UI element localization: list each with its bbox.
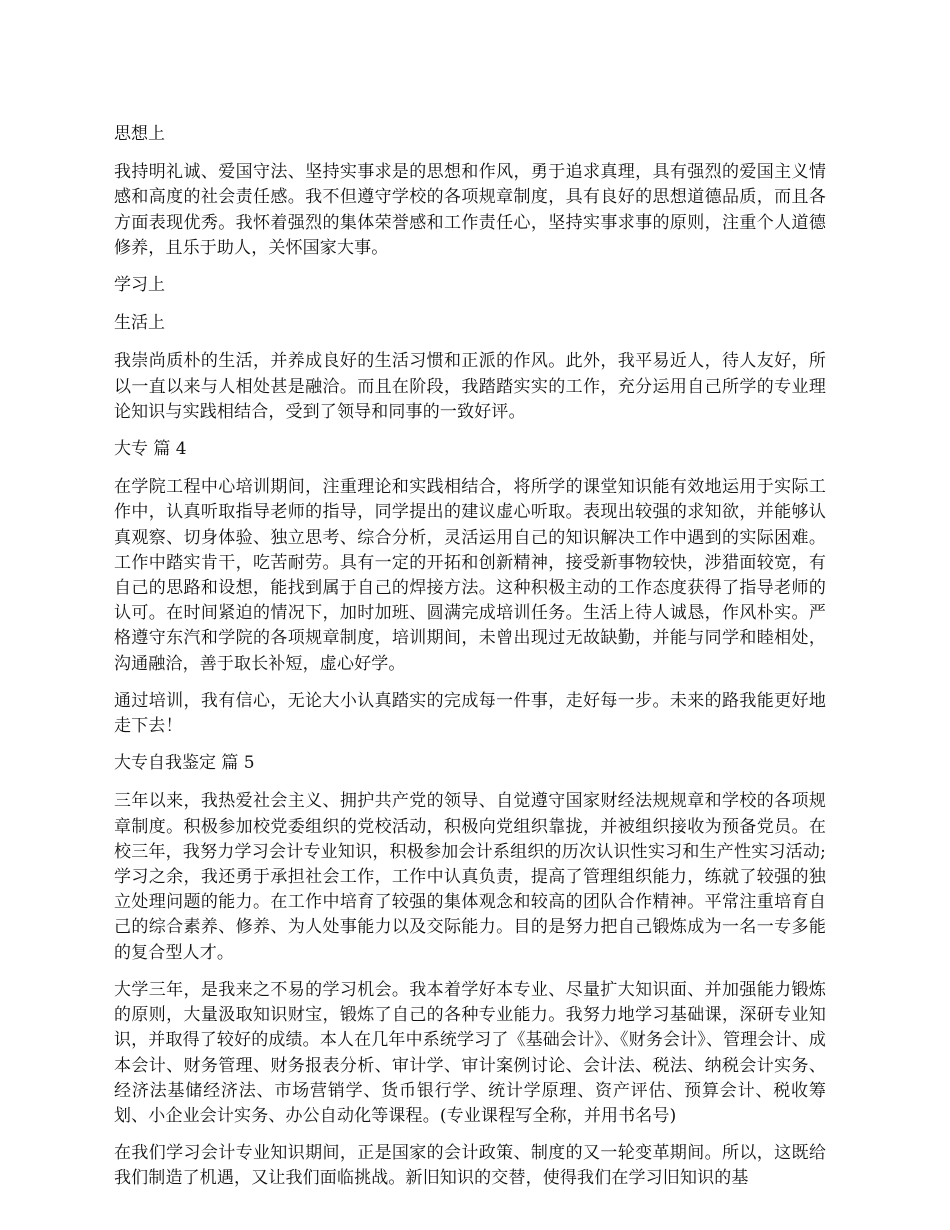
section-heading: 大专 篇 4 [114,439,187,460]
paragraph: 我持明礼诚、爱国守法、坚持实事求是的思想和作风，勇于追求真理，具有强烈的爱国主义情感和高度的社会责任感。我不但遵守学校的各项规章制度，具有良好的思想道德品质，而且各方面表现优秀。我怀着强烈的集体荣誉感和工作责任心，坚持实事求事的原则，注重个人道德修养，且乐于助人，关怀国家大事。 [114,162,826,258]
document-body [114,122,826,1204]
paragraph: 在学院工程中心培训期间，注重理论和实践相结合，将所学的课堂知识能有效地运用于实际工作中，认真听取指导老师的指导，同学提出的建议虚心听取。表现出较强的求知欲，并能够认真观察、切身体验、独立思考、综合分析，灵活运用自己的知识解决工作中遇到的实际困难。工作中踏实肯干，吃苦耐劳。具有一定的开拓和创新精神，接受新事物较快，涉猎面较宽，有自己的思路和设想，能找到属于自己的焊接方法。这种积极主动的工作态度获得了指导老师的认可。在时间紧迫的情况下，加时加班、圆满完成培训任务。生活上待人诚恳，作风朴实。严格遵守东汽和学院的各项规章制度，培训期间，未曾出现过无故缺勤，并能与同学和睦相处，沟通融洽，善于取长补短，虚心好学。 [114,477,826,674]
section-heading: 生活上 [114,313,165,334]
paragraph: 大学三年，是我来之不易的学习机会。我本着学好本专业、尽量扩大知识面、并加强能力锻炼的原则，大量汲取知识财宝，锻炼了自己的各种专业能力。我努力地学习基础课，深研专业知识，并取得了较好的成绩。本人在几年中系统学习了《基础会计》、《财务会计》、管理会计、成本会计、财务管理、财务报表分析、审计学、审计案例讨论、会计法、税法、纳税会计实务、经济法基储经济法、市场营销学、货币银行学、统计学原理、资产评估、预算会计、税收筹划、小企业会计实务、办公自动化等课程。(专业课程写全称，并用书名号) [114,979,826,1126]
section-heading: 大专自我鉴定 篇 5 [114,753,255,774]
paragraph: 我崇尚质朴的生活，并养成良好的生活习惯和正派的作风。此外，我平易近人，待人友好，所以一直以来与人相处甚是融洽。而且在阶段，我踏踏实实的工作，充分运用自己所学的专业理论知识与实践相结合，受到了领导和同事的一致好评。 [114,351,826,422]
paragraph: 在我们学习会计专业知识期间，正是国家的会计政策、制度的又一轮变革期间。所以，这既给我们制造了机遇，又让我们面临挑战。新旧知识的交替，使得我们在学习旧知识的基 [114,1143,826,1189]
paragraph: 通过培训，我有信心，无论大小认真踏实的完成每一件事，走好每一步。未来的路我能更好地走下去！ [114,690,826,737]
section-heading: 学习上 [114,275,165,296]
section-heading: 思想上 [114,124,165,144]
paragraph: 三年以来，我热爱社会主义、拥护共产党的领导、自觉遵守国家财经法规规章和学校的各项规章制度。积极参加校党委组织的党校活动，积极向党组织靠拢，并被组织接收为预备党员。在校三年，我努力学习会计专业知识，积极参加会计系组织的历次认识性实习和生产性实习活动;学习之余，我还勇于承担社会工作，工作中认真负责，提高了管理组织能力，练就了较强的独立处理问题的能力。在工作中培育了较强的集体观念和较高的团队合作精神。平常注重培育自己的综合素养、修养、为人处事能力以及交际能力。目的是努力把自己锻炼成为一名一专多能的复合型人才。 [114,791,826,963]
